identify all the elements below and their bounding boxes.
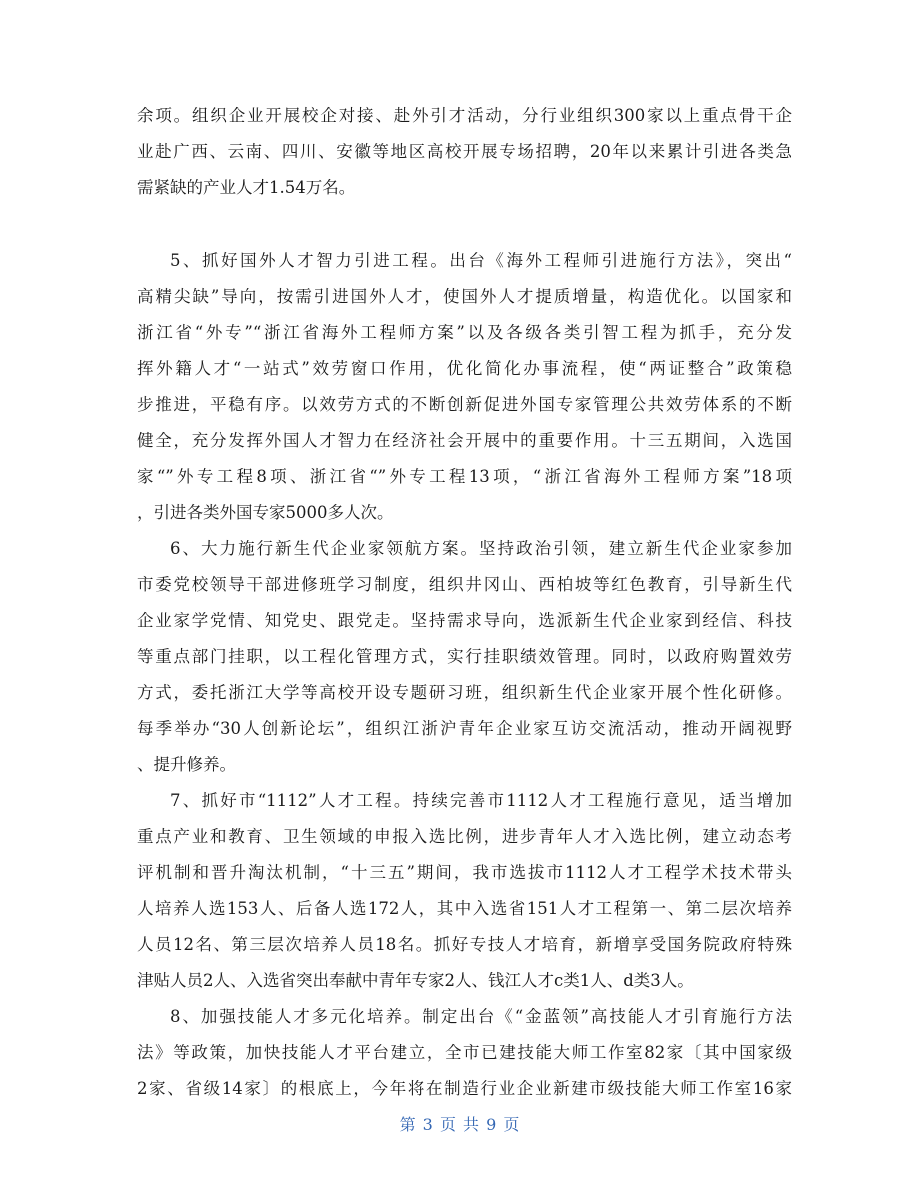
text-line: 余项。组织企业开展校企对接、赴外引才活动，分行业组织300家以上重点骨干企 <box>137 106 792 125</box>
text-line: 法》等政策，加快技能人才平台建立，全市已建技能大师工作室82家〔其中国家级 <box>137 1043 792 1062</box>
text-line: 市委党校领导干部进修班学习制度，组织井冈山、西柏坡等红色教育，引导新生代 <box>137 575 792 594</box>
text-line: 每季举办“30人创新论坛”，组织江浙沪青年企业家互访交流活动，推动开阔视野 <box>137 719 792 738</box>
text-line: 8、加强技能人才多元化培养。制定出台《“金蓝领”高技能人才引育施行方法 <box>170 1007 792 1026</box>
text-line: 需紧缺的产业人才1.54万名。 <box>137 178 356 197</box>
text-line: 、提升修养。 <box>137 755 236 774</box>
text-line: 健全，充分发挥外国人才智力在经济社会开展中的重要作用。十三五期间，入选国 <box>137 431 792 450</box>
page-number-footer: 第 3 页 共 9 页 <box>399 1115 521 1134</box>
text-line: 企业家学党情、知党史、跟党走。坚持需求导向，选派新生代企业家到经信、科技 <box>137 611 792 630</box>
text-line: 家“”外专工程8项、浙江省“”外专工程13项，“浙江省海外工程师方案”18项 <box>137 467 792 486</box>
paragraph-continued <box>137 98 792 206</box>
text-line: 浙江省“外专”“浙江省海外工程师方案”以及各级各类引智工程为抓手，充分发 <box>137 323 792 342</box>
paragraph-7 <box>137 783 792 999</box>
text-line: 2家、省级14家〕的根底上，今年将在制造行业企业新建市级技能大师工作室16家 <box>137 1079 792 1098</box>
paragraph-5 <box>137 243 792 531</box>
text-line: 步推进，平稳有序。以效劳方式的不断创新促进外国专家管理公共效劳体系的不断 <box>137 395 792 414</box>
text-line: 津贴人员2人、入选省突出奉献中青年专家2人、钱江人才c类1人、d类3人。 <box>137 971 694 990</box>
document-body <box>137 98 792 1107</box>
paragraph-gap <box>137 206 792 243</box>
text-line: 5、抓好国外人才智力引进工程。出台《海外工程师引进施行方法》，突出“ <box>170 251 792 270</box>
text-line: 6、大力施行新生代企业家领航方案。坚持政治引领，建立新生代企业家参加 <box>170 539 792 558</box>
text-line: 业赴广西、云南、四川、安徽等地区高校开展专场招聘，20年以来累计引进各类急 <box>137 142 792 161</box>
text-line: 7、抓好市“1112”人才工程。持续完善市1112人才工程施行意见，适当增加 <box>170 791 792 810</box>
paragraph-6 <box>137 531 792 783</box>
text-line: 高精尖缺”导向，按需引进国外人才，使国外人才提质增量，构造优化。以国家和 <box>137 287 792 306</box>
text-line: 评机制和晋升淘汰机制，“十三五”期间，我市选拔市1112人才工程学术技术带头 <box>137 863 792 882</box>
text-line: 重点产业和教育、卫生领域的申报入选比例，进步青年人才入选比例，建立动态考 <box>137 827 792 846</box>
text-line: 人员12名、第三层次培养人员18名。抓好专技人才培育，新增享受国务院政府特殊 <box>137 935 792 954</box>
text-line: 方式，委托浙江大学等高校开设专题研习班，组织新生代企业家开展个性化研修。 <box>137 683 792 702</box>
text-line: 人培养人选153人、后备人选172人，其中入选省151人才工程第一、第二层次培养 <box>137 899 792 918</box>
text-line: 挥外籍人才“一站式”效劳窗口作用，优化简化办事流程，使“两证整合”政策稳 <box>137 359 792 378</box>
text-line: 等重点部门挂职，以工程化管理方式，实行挂职绩效管理。同时，以政府购置效劳 <box>137 647 792 666</box>
paragraph-8 <box>137 999 792 1107</box>
text-line: ，引进各类外国专家5000多人次。 <box>137 503 394 522</box>
